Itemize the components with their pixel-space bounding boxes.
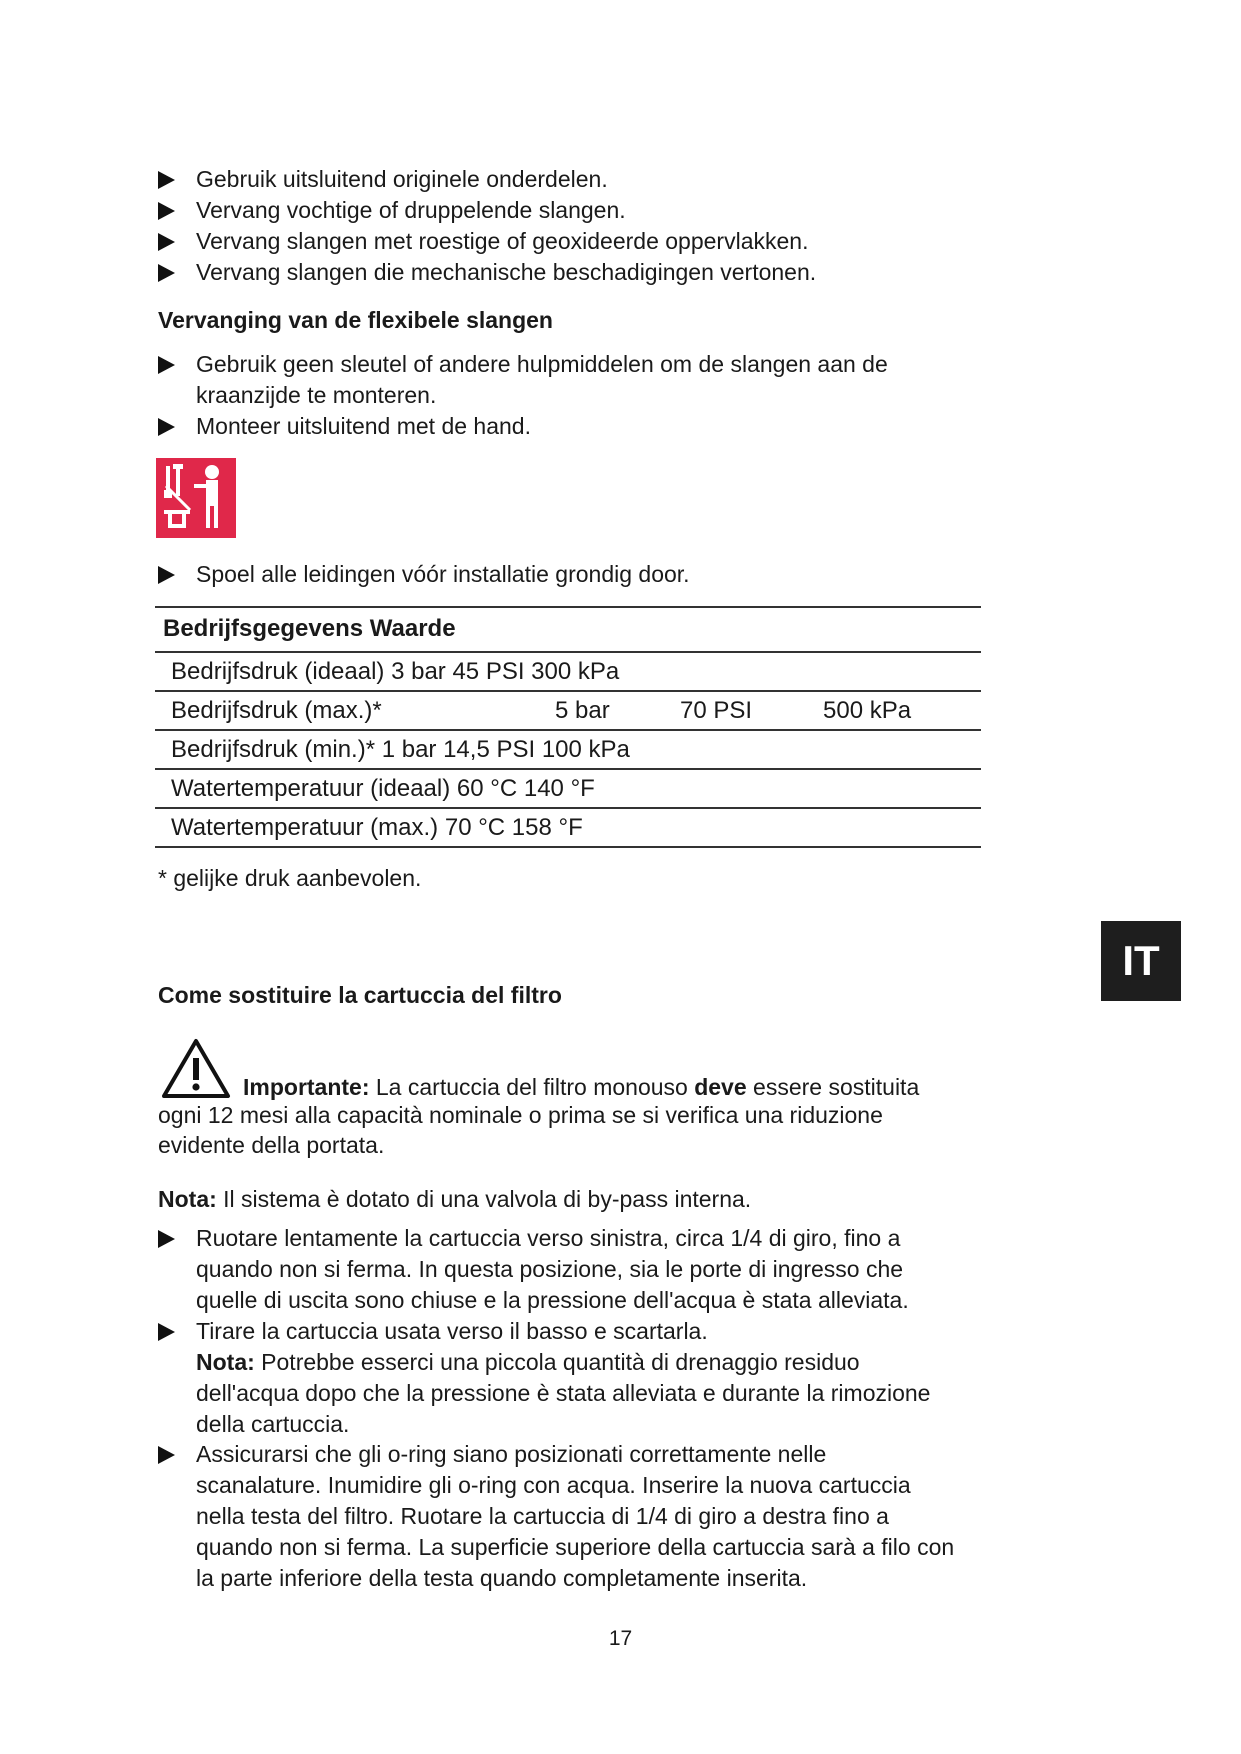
note-paragraph [158,1184,1088,1214]
bullet-triangle-icon [158,356,175,374]
bullet-triangle-icon [158,1323,175,1341]
list-item-text: Spoel alle leidingen vóór installatie grondig door. [196,561,690,587]
bullet-triangle-icon [158,233,175,251]
important-emphasis: deve [694,1074,747,1100]
bullet-triangle-icon [158,1446,175,1464]
important-notice-continued: ogni 12 mesi alla capacità nominale o prima se si verifica una riduzione evidente della portata. [158,1102,883,1158]
bullet-triangle-icon [158,418,175,436]
list-item-text: Gebruik uitsluitend originele onderdelen. [196,166,608,192]
important-label: Importante: [243,1074,370,1100]
list-item-text: Vervang slangen die mechanische beschadigingen vertonen. [196,259,817,285]
list-item-text: Assicurarsi che gli o-ring siano posizionati correttamente nelle scanalature. Inumidire gli o-ring con acqua. Inserire la nuova cartuccia nella testa del filtro. Ruotare la cartuccia di 1/4 di giro a destra fino a quando non si ferma. La superficie superiore della cartuccia sarà a filo con la parte inferiore della testa quando completamente inserita. [196,1441,955,1591]
table-cell: Watertemperatuur (ideaal) 60 °C 140 °F [171,775,595,802]
warning-triangle-icon [161,1038,231,1100]
note-label: Nota: [158,1186,217,1212]
section-heading: Come sostituire la cartuccia del filtro [158,982,562,1008]
language-tab: IT [1101,921,1181,1001]
important-text: essere sostituita [746,1074,920,1100]
important-notice [243,1072,1093,1102]
note-text: Il sistema è dotato di una valvola di by-pass interna. [216,1186,752,1212]
bullet-triangle-icon [158,1230,175,1248]
table-row [155,653,981,692]
list-item-text: Monteer uitsluitend met de hand. [196,413,531,439]
hand-tools-warning-icon [156,458,236,538]
list-item-text: Vervang vochtige of druppelende slangen. [196,197,626,223]
operating-data-table [155,606,981,848]
bullet-triangle-icon [158,202,175,220]
table-cell-label: Bedrijfsdruk (max.)* [171,697,382,724]
table-row [155,692,981,731]
list-item-text: Gebruik geen sleutel of andere hulpmiddelen om de slangen aan de kraanzijde te monteren. [196,351,888,408]
list-item-text: Ruotare lentamente la cartuccia verso sinistra, circa 1/4 di giro, fino a quando non si ferma. In questa posizione, sia le porte di ingresso che quelle di uscita sono chiuse e la pressione dell'acqua è stata alleviata. [196,1225,909,1313]
table-row [155,809,981,848]
section-heading: Vervanging van de flexibele slangen [158,307,553,333]
table-cell-kpa: 500 kPa [823,697,912,724]
table-cell: Watertemperatuur (max.) 70 °C 158 °F [171,814,583,841]
list-item-note [196,1347,1076,1440]
page-number: 17 [608,1627,633,1650]
table-footnote: * gelijke druk aanbevolen. [158,865,422,891]
table-row [155,731,981,770]
list-item-text: Vervang slangen met roestige of geoxideerde oppervlakken. [196,228,809,254]
note-text: Potrebbe esserci una piccola quantità di drenaggio residuo dell'acqua dopo che la pressione è stata alleviata e durante la rimozione della cartuccia. [196,1349,931,1437]
table-cell: Bedrijfsdruk (ideaal) 3 bar 45 PSI 300 kPa [171,658,620,685]
table-row [155,770,981,809]
table-cell-psi: 70 PSI [680,697,753,724]
bullet-triangle-icon [158,566,175,584]
table-cell-bar: 5 bar [555,697,610,724]
table-header: Bedrijfsgegevens Waarde [155,606,981,653]
list-item-text: Tirare la cartuccia usata verso il basso e scartarla. [196,1318,708,1344]
table-cell: Bedrijfsdruk (min.)* 1 bar 14,5 PSI 100 kPa [171,736,630,763]
note-label: Nota: [196,1349,255,1375]
bullet-triangle-icon [158,264,175,282]
important-text: La cartuccia del filtro monouso [369,1074,695,1100]
bullet-triangle-icon [158,171,175,189]
